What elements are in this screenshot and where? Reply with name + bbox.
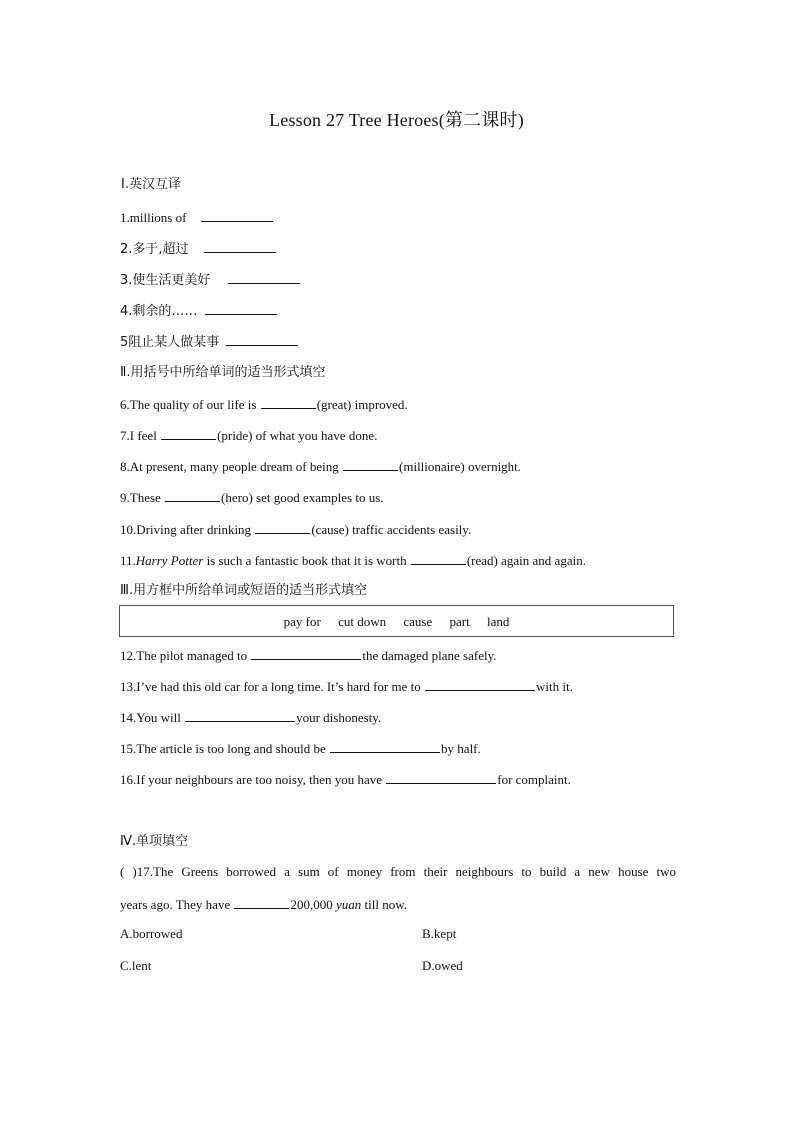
item-1 [120, 208, 274, 227]
item-9-pre: 9.These [120, 490, 165, 505]
item-13-blank[interactable] [425, 677, 535, 691]
item-12 [120, 646, 497, 665]
word-box-item: pay for [283, 614, 321, 629]
page-title: Lesson 27 Tree Heroes(第二课时) [269, 110, 524, 130]
item-1-blank[interactable] [201, 208, 273, 222]
item-9 [120, 488, 384, 507]
item-17-line-1: ( )17.The Greens borrowed a sum of money from their neighbours to build a new house two [120, 864, 676, 879]
item-2 [120, 239, 277, 259]
item-7-pre: 7.I feel [120, 428, 161, 443]
item-9-post: (hero) set good examples to us. [221, 490, 384, 505]
item-6-pre: 6.The quality of our life is [120, 397, 260, 412]
item-9-blank[interactable] [165, 488, 220, 502]
item-5 [120, 332, 299, 352]
item-13-pre: 13.I’ve had this old car for a long time. It’s hard for me to [120, 679, 424, 694]
item-17-italic: yuan [335, 897, 362, 912]
item-14 [120, 708, 381, 727]
item-13 [120, 677, 573, 696]
word-box [119, 605, 674, 637]
item-13-post: with it. [535, 679, 573, 694]
item-7-post: (pride) of what you have done. [217, 428, 378, 443]
item-8-pre: 8.At present, many people dream of being [120, 459, 343, 474]
item-14-blank[interactable] [185, 708, 295, 722]
item-4-blank[interactable] [205, 301, 277, 315]
item-14-pre: 14.You will [120, 710, 185, 725]
item-2-blank[interactable] [204, 239, 276, 253]
item-12-pre: 12.The pilot managed to [120, 648, 251, 663]
item-11-blank[interactable] [411, 551, 466, 565]
option-a[interactable]: A.borrowed [120, 926, 183, 941]
item-15-post: by half. [441, 741, 481, 756]
item-7-blank[interactable] [161, 426, 216, 440]
item-16-post: for complaint. [497, 772, 571, 787]
item-15-blank[interactable] [330, 739, 440, 753]
item-6 [120, 395, 408, 414]
item-6-blank[interactable] [261, 395, 316, 409]
item-3-blank[interactable] [228, 270, 300, 284]
section-2-heading: Ⅱ.用括号中所给单词的适当形式填空 [120, 365, 326, 380]
item-16-blank[interactable] [386, 770, 496, 784]
item-3-text: 3.使生活更美好 [120, 273, 211, 288]
item-11-pre: 11. [120, 553, 136, 568]
item-1-text: 1.millions of [120, 210, 187, 225]
item-8 [120, 457, 521, 476]
item-10-post: (cause) traffic accidents easily. [311, 522, 472, 537]
section-4-heading: Ⅳ.单项填空 [120, 834, 189, 849]
item-11 [120, 551, 586, 570]
item-17-line-2 [120, 895, 407, 914]
item-15-pre: 15.The article is too long and should be [120, 741, 330, 756]
item-17-post: till now. [361, 897, 407, 912]
item-15 [120, 739, 481, 758]
item-8-post: (millionaire) overnight. [399, 459, 522, 474]
option-c[interactable]: C.lent [120, 958, 152, 973]
item-5-text: 5阻止某人做某事 [120, 335, 220, 350]
item-10-pre: 10.Driving after drinking [120, 522, 255, 537]
word-box-item: cut down [338, 614, 387, 629]
word-box-item: land [486, 614, 510, 629]
item-7 [120, 426, 377, 445]
item-16-pre: 16.If your neighbours are too noisy, then you have [120, 772, 386, 787]
item-8-blank[interactable] [343, 457, 398, 471]
section-1-heading: Ⅰ.英汉互译 [121, 177, 181, 192]
item-14-post: your dishonesty. [296, 710, 382, 725]
item-11-mid: is such a fantastic book that it is worth [203, 553, 410, 568]
item-12-blank[interactable] [251, 646, 361, 660]
item-12-post: the damaged plane safely. [362, 648, 497, 663]
option-d[interactable]: D.owed [422, 958, 463, 973]
item-6-post: (great) improved. [316, 397, 408, 412]
item-3 [120, 270, 301, 290]
item-4-text: 4.剩余的…… [120, 304, 198, 319]
word-box-item: part [449, 614, 470, 629]
item-17-blank[interactable] [234, 895, 289, 909]
item-17-mid: 200,000 [290, 897, 336, 912]
item-4 [120, 301, 278, 321]
item-5-blank[interactable] [226, 332, 298, 346]
item-11-italic: Harry Potter [135, 553, 204, 568]
word-box-item: cause [403, 614, 433, 629]
item-10 [120, 520, 471, 539]
option-b[interactable]: B.kept [422, 926, 457, 941]
item-17-pre: years ago. They have [120, 897, 234, 912]
section-3-heading: Ⅲ.用方框中所给单词或短语的适当形式填空 [120, 583, 368, 598]
item-16 [120, 770, 571, 789]
item-10-blank[interactable] [255, 520, 310, 534]
item-11-post: (read) again and again. [466, 553, 586, 568]
item-2-text: 2.多于,超过 [120, 242, 189, 257]
